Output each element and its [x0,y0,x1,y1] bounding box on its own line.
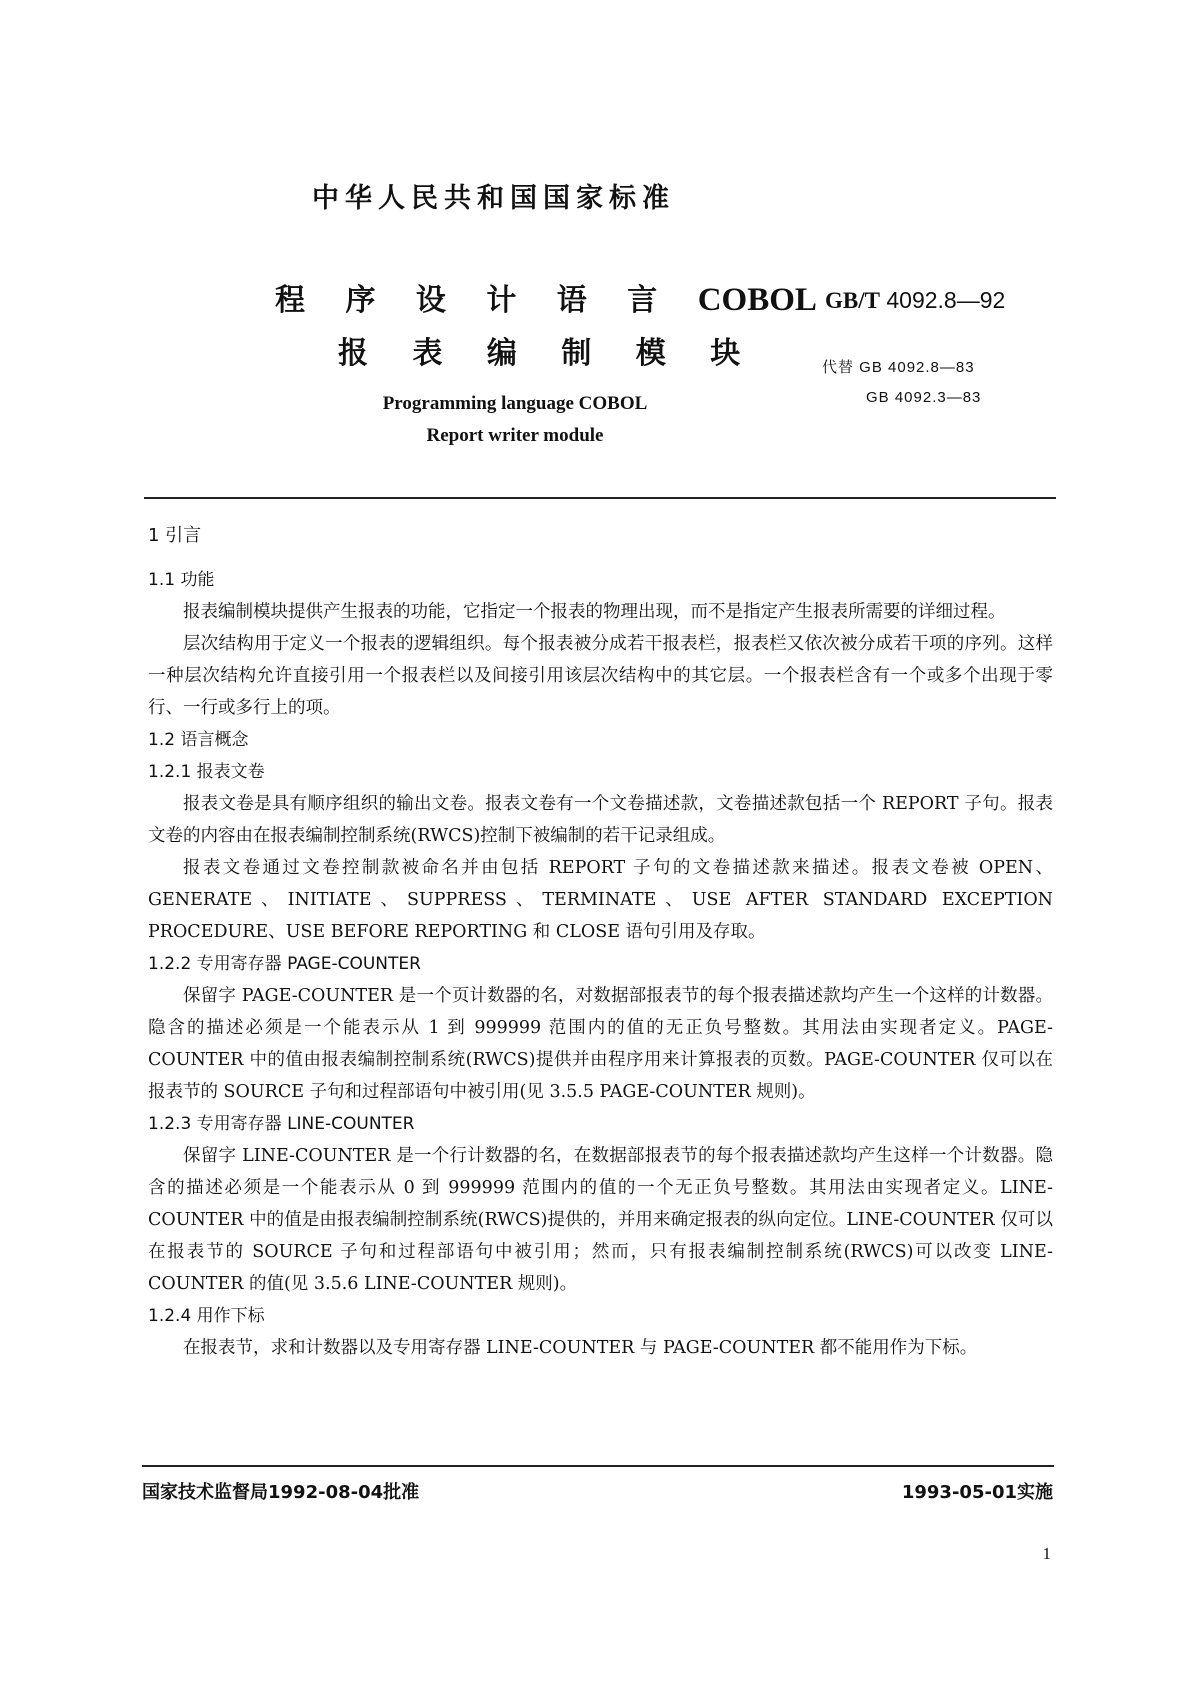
heading-section-1-2-2: 1.2.2 专用寄存器 PAGE-COUNTER [148,954,421,974]
footer-divider [142,1465,1054,1467]
paragraph: 保留字 LINE-COUNTER 是一个行计数器的名，在数据部报表节的每个报表描述款均产生这样一个计数器。隐含的描述必须是一个能表示从 0 到 999999 范围内的值的一个无正负号整数。其用法由实现者定义。LINE-COUNTER 中的值是由报表编制控制系统(RWCS)提供的，并用来确定报表的纵向定位。LINE-COUNTER 仅可以在报表节的 SOURCE 子句和过程部语句中被引用；然而，只有报表编制控制系统(RWCS)可以改变 LINE-COUNTER 的值(见 3.5.6 LINE-COUNTER 规则)。 [148,1146,1053,1294]
document-body [148,520,1053,1364]
standard-code [825,287,1005,314]
heading-section-1-2-1: 1.2.1 报表文卷 [148,762,265,782]
page-number: 1 [1042,1544,1051,1563]
replaces-line1: 代替 GB 4092.8—83 [822,359,975,376]
standard-name: 中华人民共和国国家标准 [312,183,675,214]
title-cn-line2: 报 表 编 制 模 块 [338,336,758,371]
replaces-line2: GB 4092.3—83 [866,389,982,406]
paragraph: 层次结构用于定义一个报表的逻辑组织。每个报表被分成若干报表栏，报表栏又依次被分成若干项的序列。这样一种层次结构允许直接引用一个报表栏以及间接引用该层次结构中的其它层。一个报表栏含有一个或多个出现于零行、一行或多行上的项。 [148,634,1053,718]
paragraph: 报表文卷通过文卷控制款被命名并由包括 REPORT 子句的文卷描述款来描述。报表文卷被 OPEN、GENERATE、INITIATE、SUPPRESS、TERMINATE、USE AFTER STANDARD EXCEPTION PROCEDURE、USE BEFORE REPORTING 和 CLOSE 语句引用及存取。 [148,858,1053,942]
paragraph: 在报表节，求和计数器以及专用寄存器 LINE-COUNTER 与 PAGE-COUNTER 都不能用作为下标。 [183,1338,978,1358]
paragraph: 保留字 PAGE-COUNTER 是一个页计数器的名，对数据部报表节的每个报表描述款均产生一个这样的计数器。隐含的描述必须是一个能表示从 1 到 999999 范围内的值的无正负号整数。其用法由实现者定义。PAGE-COUNTER 中的值由报表编制控制系统(RWCS)提供并由程序用来计算报表的页数。PAGE-COUNTER 仅可以在报表节的 SOURCE 子句和过程部语句中被引用(见 3.5.5 PAGE-COUNTER 规则)。 [148,986,1053,1102]
title-cn-line1-cobol: COBOL [697,282,817,318]
heading-section-1-2: 1.2 语言概念 [148,730,249,750]
title-cn-line1-text: 程 序 设 计 语 言 [275,283,673,318]
title-cn-line1 [275,275,817,319]
heading-section-1-2-3: 1.2.3 专用寄存器 LINE-COUNTER [148,1114,415,1134]
standard-code-number: 4092.8—92 [886,287,1006,313]
paragraph: 报表文卷是具有顺序组织的输出文卷。报表文卷有一个文卷描述款，文卷描述款包括一个 REPORT 子句。报表文卷的内容由在报表编制控制系统(RWCS)控制下被编制的若干记录组成。 [148,794,1053,846]
title-en [350,388,680,452]
heading-section-1: 1 引言 [148,525,202,546]
standard-code-prefix: GB/T [825,288,880,313]
title-en-line1: Programming language COBOL [382,393,648,414]
title-en-line2: Report writer module [426,425,604,446]
paragraph: 报表编制模块提供产生报表的功能，它指定一个报表的物理出现，而不是指定产生报表所需要的详细过程。 [183,602,1006,622]
header-divider [144,497,1056,499]
heading-section-1-2-4: 1.2.4 用作下标 [148,1306,265,1326]
replaces-block [822,353,981,413]
approval-date: 国家技术监督局1992-08-04批准 [142,1482,420,1503]
effective-date: 1993-05-01实施 [901,1482,1053,1503]
heading-section-1-1: 1.1 功能 [148,570,215,590]
